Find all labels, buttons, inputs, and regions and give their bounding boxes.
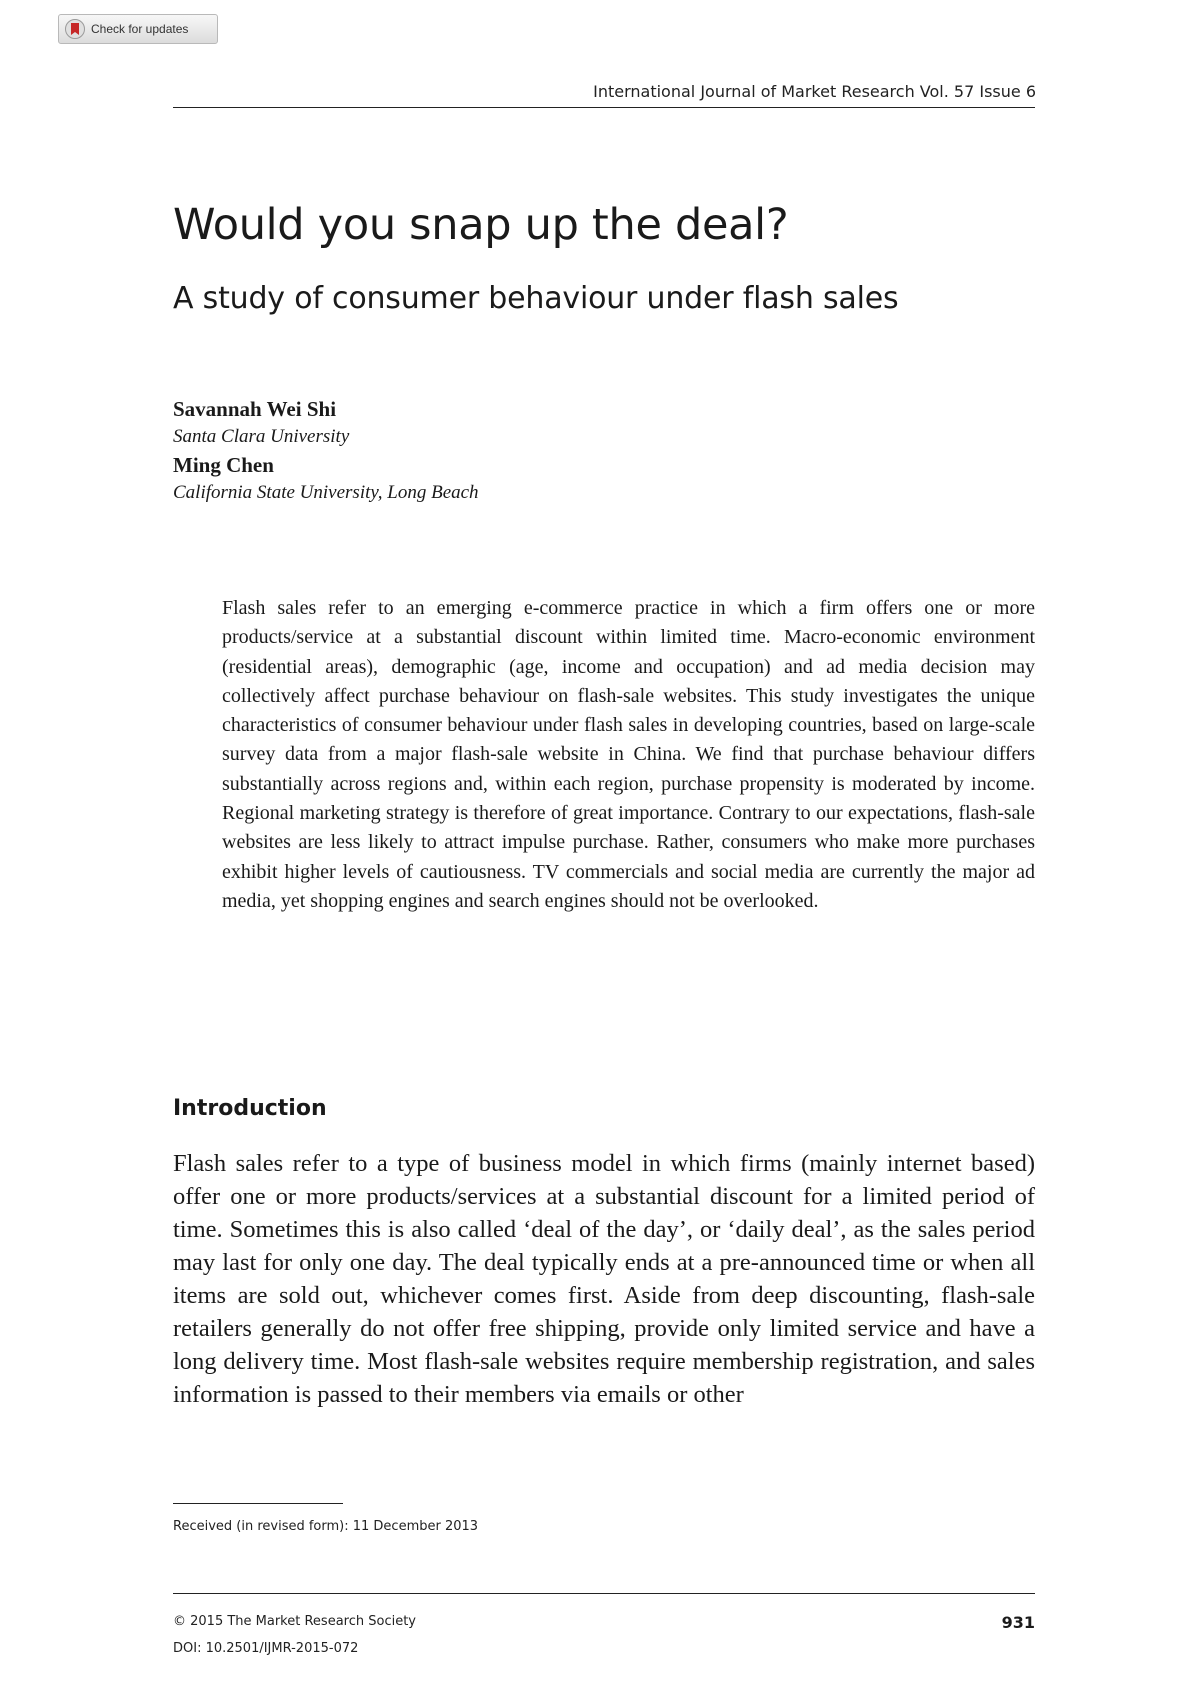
footnote-rule — [173, 1503, 343, 1504]
author-block — [173, 395, 479, 507]
bookmark-icon — [65, 19, 85, 39]
author-name: Savannah Wei Shi — [173, 397, 337, 421]
running-head: International Journal of Market Research Vol. 57 Issue 6 — [593, 82, 1036, 101]
received-date-footnote: Received (in revised form): 11 December 2013 — [173, 1519, 479, 1534]
article-title: Would you snap up the deal? — [173, 200, 789, 250]
abstract: Flash sales refer to an emerging e-commerce practice in which a firm offers one or more products/service at a substantial discount within limited time. Macro-economic environment (residential areas), demographic (age, income and occupation) and ad media decision may collectively affect purchase behaviour on flash-sale websites. This study investigates the unique characteristics of consumer behaviour under flash sales in developing countries, based on large-scale survey data from a major flash-sale website in China. We find that purchase behaviour differs substantially across regions and, within each region, purchase propensity is moderated by income. Regional marketing strategy is therefore of great importance. Contrary to our expectations, flash-sale websites are less likely to attract impulse purchase. Rather, consumers who make more purchases exhibit higher levels of cautiousness. TV commercials and social media are currently the major ad media, yet shopping engines and search engines should not be overlooked. — [222, 597, 1035, 912]
section-heading-introduction: Introduction — [173, 1096, 327, 1121]
article-subtitle: A study of consumer behaviour under flash sales — [173, 281, 899, 316]
introduction-paragraph: Flash sales refer to a type of business model in which firms (mainly internet based) offer one or more products/services at a substantial discount for a limited period of time. Sometimes this is also called ‘deal of the day’, or ‘daily deal’, as the sales period may last for only one day. The deal typically ends at a pre-announced time or when all items are sold out, whichever comes first. Aside from deep discounting, flash-sale retailers generally do not offer free shipping, provide only limited service and have a long delivery time. Most flash-sale websites require membership registration, and sales information is passed to their members via emails or other — [173, 1150, 1035, 1408]
check-for-updates-button[interactable] — [58, 14, 218, 44]
author-name: Ming Chen — [173, 453, 274, 477]
copyright-notice: © 2015 The Market Research Society — [173, 1614, 416, 1629]
doi-text: DOI: 10.2501/IJMR-2015-072 — [173, 1641, 359, 1656]
header-rule — [173, 107, 1035, 108]
check-for-updates-label: Check for updates — [91, 22, 189, 36]
footer-rule — [173, 1593, 1035, 1594]
page-number: 931 — [1001, 1613, 1035, 1632]
author-affiliation: California State University, Long Beach — [173, 482, 479, 503]
author-affiliation: Santa Clara University — [173, 426, 350, 447]
